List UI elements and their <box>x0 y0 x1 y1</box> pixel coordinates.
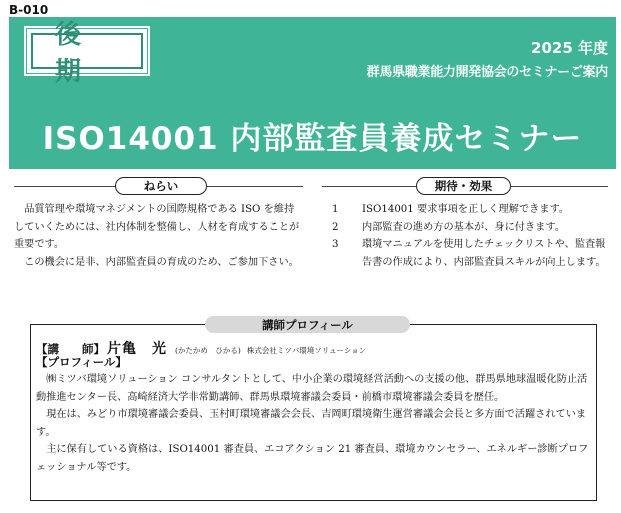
profile-text <box>36 371 592 476</box>
effects-heading: 期待・効果 <box>416 177 511 195</box>
list-item: 1 ISO14001 要求事項を正しく理解できます。 <box>332 204 569 215</box>
organizer: 群馬県職業能力開発協会のセミナーご案内 <box>366 65 608 80</box>
section-rule <box>207 186 303 187</box>
effects-list <box>320 201 610 271</box>
season-label: 後期 <box>55 20 104 87</box>
nerai-paragraph: この機会に是非、内部監査員の育成のため、ご参加下さい。 <box>24 256 299 268</box>
profile-paragraph: ㈱ミツバ環境ソリューション コンサルタントとして、中小企業の環境経営活動への支援の他、群馬県地球温暖化防止活動推進センター長、高崎経済大学非常勤講師、群馬県環境審議会委員・前橋市環境審議会委員を歴任。 <box>36 374 588 403</box>
nerai-heading: ねらい <box>115 177 207 195</box>
instructor-label: 【講 師】 <box>36 342 105 356</box>
profile-paragraph: 主に保有している資格は、ISO14001 審査員、エコアクション 21 審査員、環境カウンセラー、エネルギー診断プロフェッショナル等です。 <box>36 444 589 473</box>
section-rule <box>322 186 416 187</box>
document-code: B-010 <box>9 3 49 17</box>
nerai-text <box>14 201 304 271</box>
title-banner <box>9 17 616 169</box>
list-item: 2 内部監査の進め方の基本が、身に付きます。 <box>332 221 565 233</box>
section-rule <box>511 186 608 187</box>
list-item: 3 環境マニュアルを使用したチェックリストや、監査報告書の作成により、内部監査員スキルが向上します。 <box>332 239 606 268</box>
season-box <box>26 20 148 87</box>
profile-label: 【プロフィール】 <box>36 355 127 369</box>
instructor-company: 株式会社ミツバ環境ソリューション <box>246 346 367 355</box>
nerai-paragraph: 品質管理や環境マネジメントの国際規格である ISO を維持していくためには、社内体制を整備し、人材を育成することが重要です。 <box>14 204 300 250</box>
fiscal-year: 2025 年度 <box>531 39 608 57</box>
seminar-title: ISO14001 内部監査員養成セミナー <box>42 121 583 157</box>
profile-paragraph: 現在は、みどり市環境審議会委員、玉村町環境審議会会長、吉岡町環境衛生運営審議会会長と多方面で活躍されています。 <box>36 409 587 438</box>
instructor-name: 片亀 光 <box>107 341 167 357</box>
instructor-reading: (かたかめ ひかる) <box>175 346 241 355</box>
profile-heading: 講師プロフィール <box>205 316 410 333</box>
